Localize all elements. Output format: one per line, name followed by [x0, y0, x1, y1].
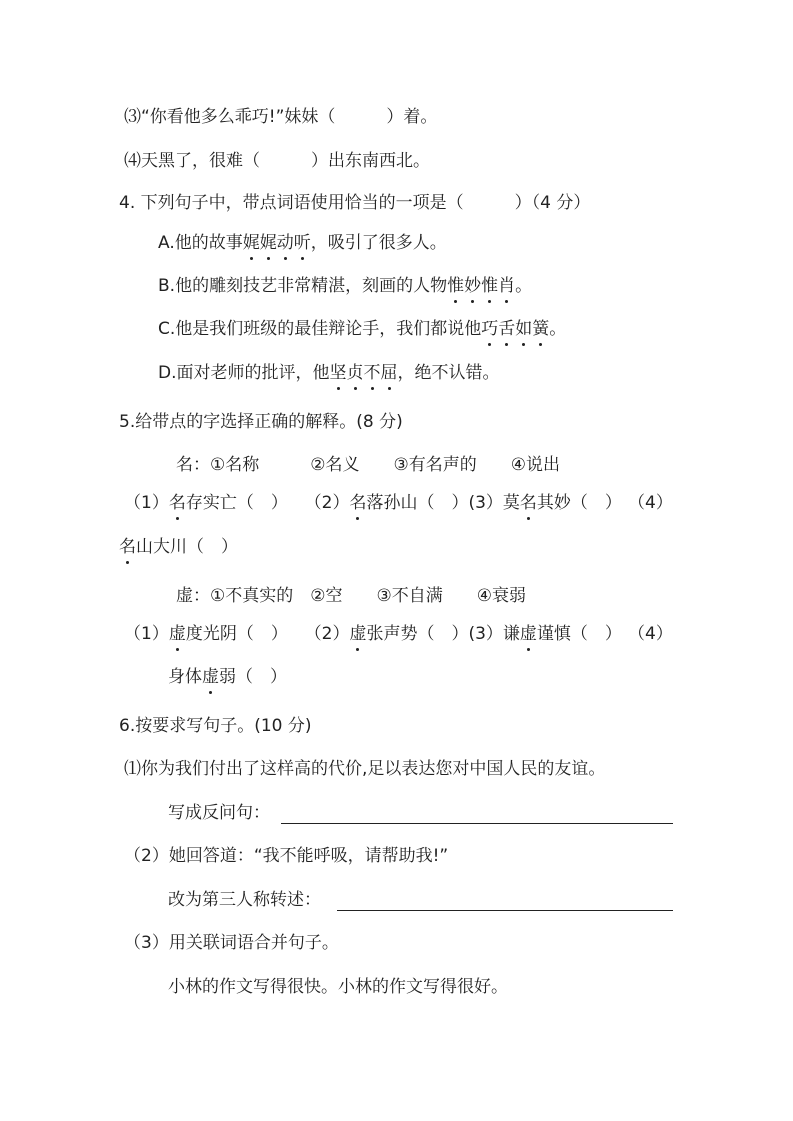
q4-stem: 4. 下列句子中，带点词语使用恰当的一项是（ ）（4 分） — [119, 193, 591, 213]
q6-task-1: 写成反问句： — [168, 803, 270, 823]
idiom-text: 山大川（ ） — [136, 537, 238, 557]
dotted-char: 舌 — [498, 319, 516, 339]
dotted-char: 惟 — [481, 276, 499, 296]
dotted-char: 虚 — [168, 624, 186, 644]
dotted-char: 娓 — [259, 233, 277, 253]
dotted-char: 坚 — [329, 363, 347, 383]
idiom-text: 张声势（ ） — [366, 624, 469, 644]
q5-xu-row-4 — [168, 665, 287, 689]
item-number: （1） — [124, 493, 169, 513]
q5-xu-4-number: （4） — [628, 624, 673, 644]
option-d-text: D.面对老师的批评，他 — [158, 363, 330, 383]
dotted-char: 如 — [515, 319, 533, 339]
q5-ming-row-4 — [119, 535, 238, 559]
dotted-char: 娓 — [242, 233, 260, 253]
dotted-char: 肖 — [498, 276, 516, 296]
dotted-char: 簧 — [532, 319, 550, 339]
dotted-char: 动 — [276, 233, 294, 253]
option-a-text-end: ，吸引了很多人。 — [310, 233, 447, 253]
item-number: （1） — [124, 624, 169, 644]
option-b-text: B.他的雕刻技艺非常精湛，刻画的人物 — [158, 276, 448, 296]
dotted-char: 虚 — [519, 624, 537, 644]
option-d-text-end: ，绝不认错。 — [397, 363, 500, 383]
idiom-text: 弱（ ） — [219, 667, 287, 687]
item-number: (3）莫 — [468, 493, 520, 513]
answer-line-1[interactable] — [281, 823, 673, 824]
q5-ming-options: 名：①名称 ②名义 ③有名声的 ④说出 — [176, 455, 560, 475]
idiom-text: 落孙山（ ） — [366, 493, 469, 513]
idiom-text: 存实亡（ ） — [185, 493, 288, 513]
dotted-char: 名 — [519, 493, 537, 513]
q4-option-a[interactable] — [158, 231, 447, 255]
option-c-text: C.他是我们班级的最佳辩论手，我们都说他 — [158, 319, 482, 339]
option-c-text-end: 。 — [549, 319, 567, 339]
q5-xu-row — [124, 622, 622, 646]
q5-stem: 5.给带点的字选择正确的解释。(8 分) — [119, 412, 403, 432]
dotted-char: 贞 — [346, 363, 364, 383]
item-number: （2） — [304, 624, 350, 644]
q6-sentence-3: （3）用关联词语合并句子。 — [124, 933, 339, 953]
dotted-char: 屈 — [380, 363, 398, 383]
idiom-text: 谨慎（ ） — [536, 624, 622, 644]
q5-ming-row — [124, 491, 622, 515]
option-b-text-end: 。 — [515, 276, 533, 296]
dotted-char: 听 — [293, 233, 311, 253]
q3-item-4: ⑷天黑了，很难（ ）出东南西北。 — [124, 151, 430, 171]
option-a-text: A.他的故事 — [158, 233, 243, 253]
item-number: (3）谦 — [468, 624, 520, 644]
q5-ming-4-number: （4） — [628, 493, 673, 513]
idiom-text: 身体 — [168, 667, 202, 687]
dotted-char: 名 — [349, 493, 367, 513]
q6-sentence-1: ⑴你为我们付出了这样高的代价,足以表达您对中国人民的友谊。 — [124, 759, 606, 779]
q4-option-c[interactable] — [158, 317, 566, 341]
q4-option-b[interactable] — [158, 274, 532, 298]
dotted-char: 虚 — [349, 624, 367, 644]
dotted-char: 妙 — [464, 276, 482, 296]
idiom-text: 度光阴（ ） — [185, 624, 288, 644]
q6-sentence-2: （2）她回答道：“我不能呼吸，请帮助我!” — [124, 846, 449, 866]
dotted-char: 名 — [168, 493, 186, 513]
item-number: （2） — [304, 493, 350, 513]
q6-stem: 6.按要求写句子。(10 分) — [119, 716, 312, 736]
dotted-char: 不 — [363, 363, 381, 383]
q3-item-3: ⑶“你看他多么乖巧!”妹妹（ ）着。 — [124, 107, 438, 127]
q5-xu-options: 虚：①不真实的 ②空 ③不自满 ④衰弱 — [176, 586, 526, 606]
dotted-char: 惟 — [447, 276, 465, 296]
dotted-char: 虚 — [202, 667, 219, 687]
q4-option-d[interactable] — [158, 361, 500, 385]
q6-task-3-text: 小林的作文写得很快。小林的作文写得很好。 — [168, 977, 508, 997]
dotted-char: 名 — [119, 537, 136, 557]
q6-task-2: 改为第三人称转述： — [168, 890, 321, 910]
idiom-text: 其妙（ ） — [536, 493, 622, 513]
dotted-char: 巧 — [481, 319, 499, 339]
answer-line-2[interactable] — [337, 910, 673, 911]
